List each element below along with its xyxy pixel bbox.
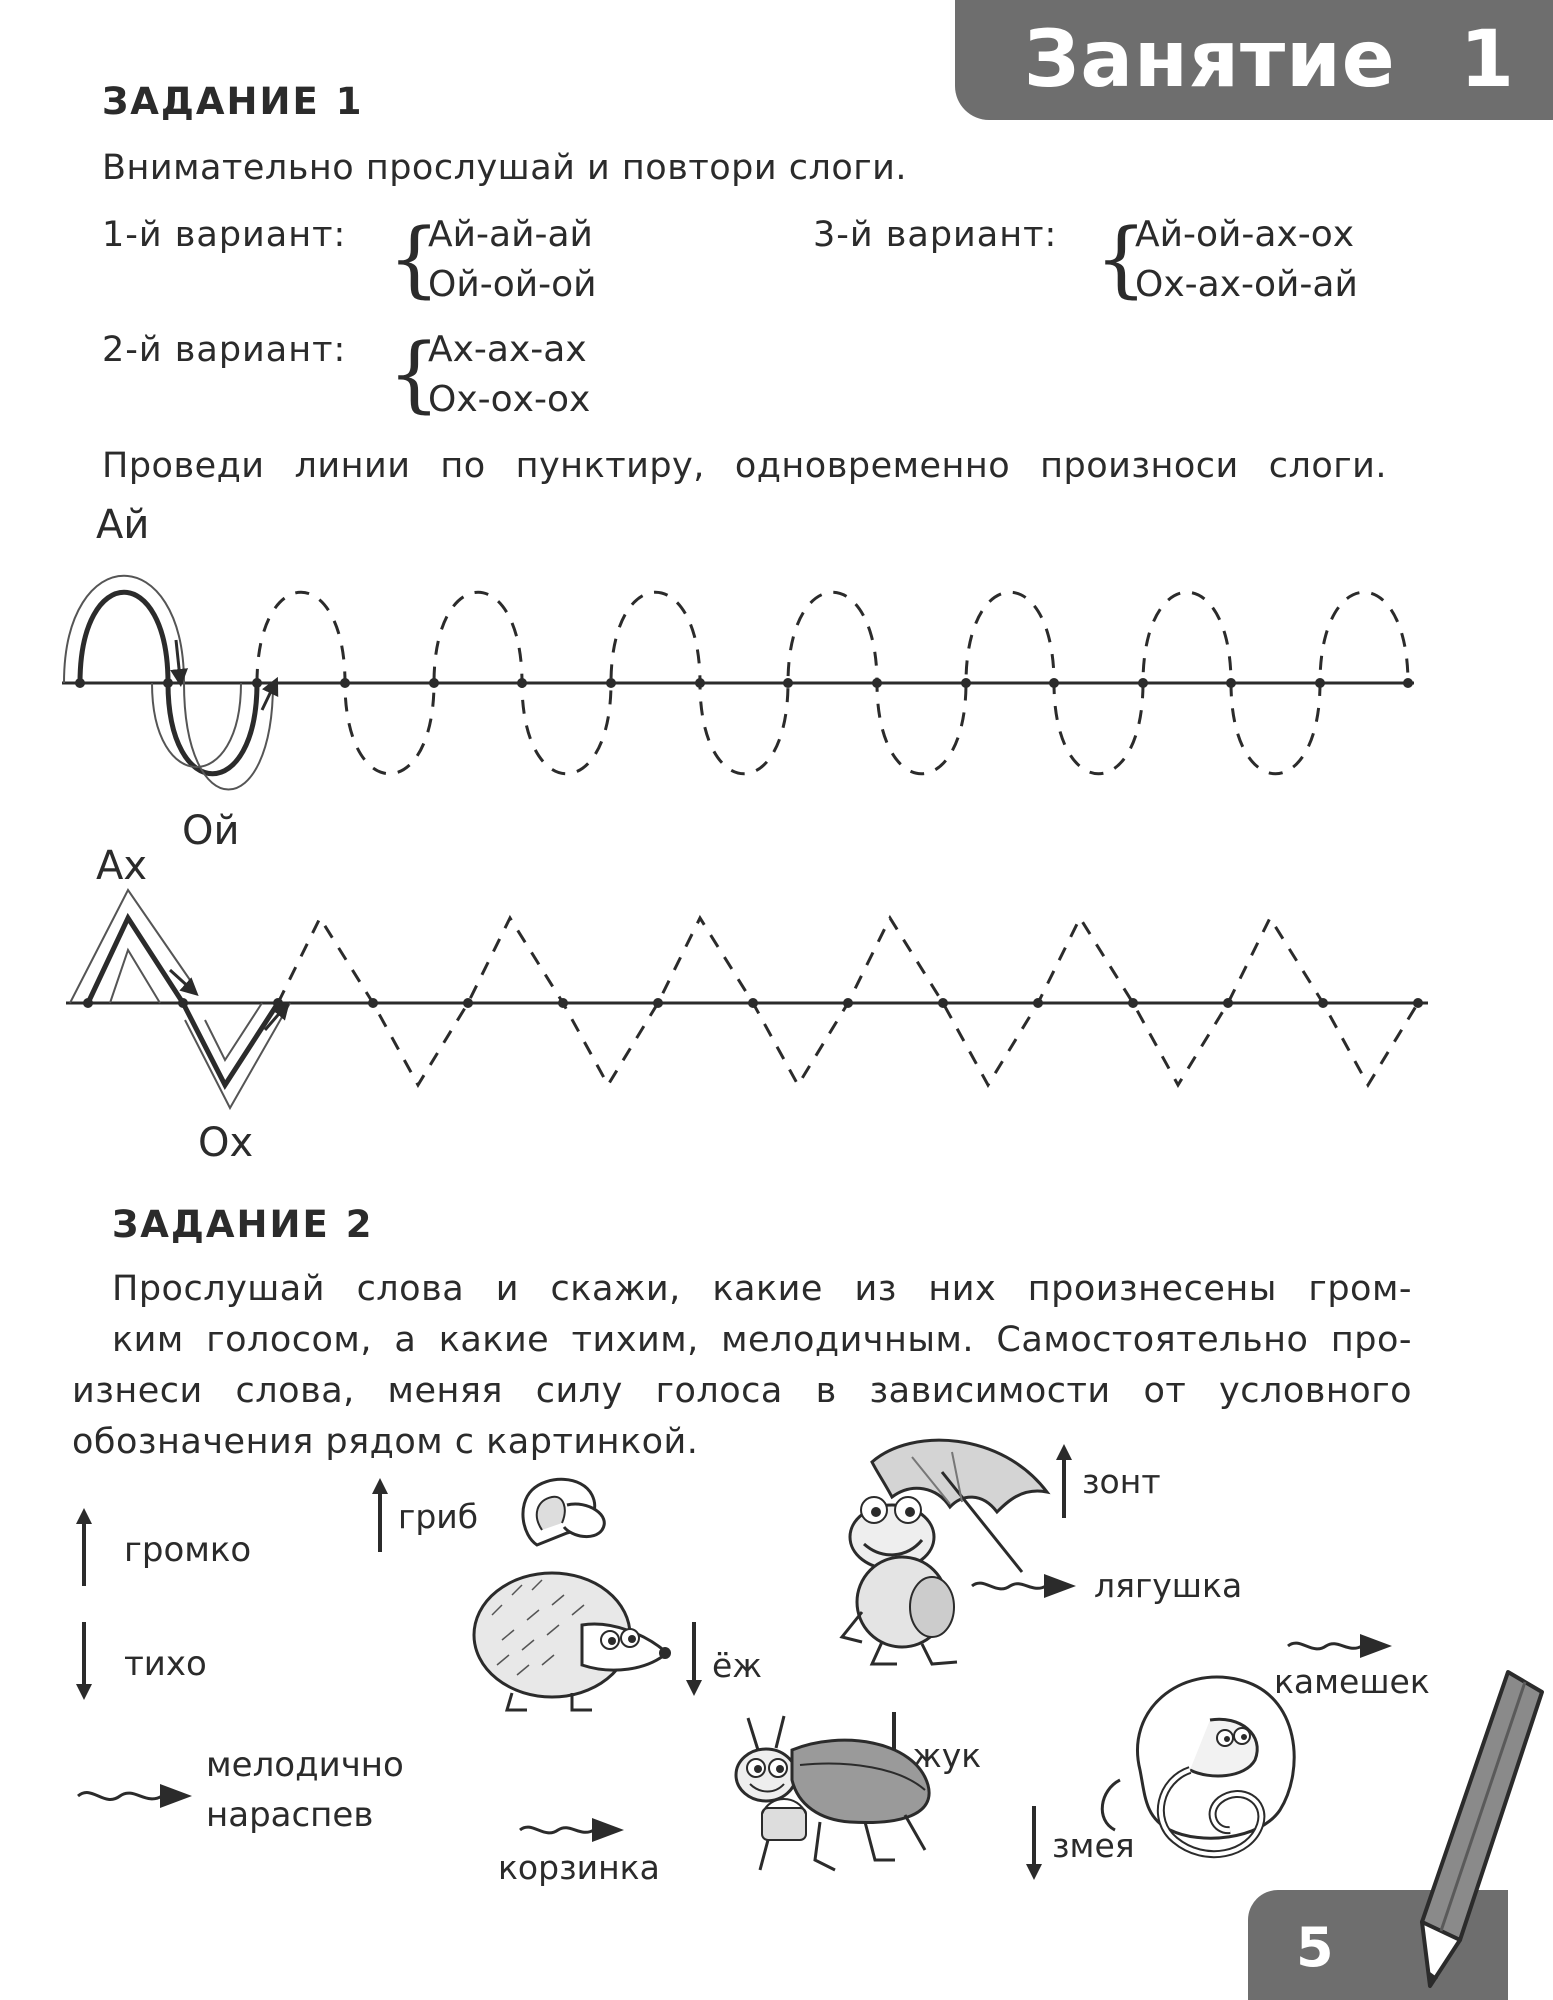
task2-text-line2: ким голосом, а какие тихим, мелодичным. Самостоятельно про- — [112, 1320, 1412, 1360]
variant3-label: 3-й вариант: — [813, 215, 1058, 255]
word-frog: лягушка — [1094, 1566, 1243, 1605]
variant1-syllables — [388, 210, 688, 310]
trace-instruction: Проведи линии по пунктиру, одновременно произноси слоги. — [102, 446, 1387, 486]
page-number: 5 — [1296, 1916, 1334, 1979]
frog-umbrella-illustration — [822, 1432, 1062, 1672]
brace-icon: { — [1095, 212, 1148, 307]
lesson-number: 1 — [1459, 15, 1515, 105]
wavy-arrow-icon — [518, 1812, 628, 1848]
wavy-arrow-icon — [76, 1776, 196, 1816]
legend-melodic-line2: нараспев — [206, 1795, 374, 1835]
word-mushroom: гриб — [398, 1497, 479, 1536]
arrow-up-icon — [370, 1478, 390, 1554]
wavy-arrow-icon — [1286, 1628, 1396, 1664]
wave-top-label: Ай — [96, 502, 150, 548]
legend-melodic-line1: мелодично — [206, 1745, 404, 1785]
arrow-up-icon — [74, 1508, 94, 1588]
word-umbrella: зонт — [1082, 1462, 1161, 1501]
variant2-syllables — [388, 325, 688, 425]
task2-title-number: 2 — [345, 1203, 374, 1246]
wave-guide-inner — [152, 683, 241, 767]
word-basket: корзинка — [498, 1848, 660, 1887]
word-beetle: жук — [912, 1736, 982, 1775]
beetle-basket-illustration — [700, 1710, 940, 1880]
task1-instruction: Внимательно прослушай и повтори слоги. — [102, 148, 907, 188]
arrow-down-icon — [684, 1622, 704, 1698]
brace-icon: { — [388, 212, 441, 307]
task1-title — [102, 80, 363, 123]
variant2-line2: Ох-ох-ох — [428, 379, 591, 420]
wavy-arrow-icon — [970, 1568, 1080, 1604]
arrow-down-icon — [74, 1622, 94, 1702]
task1-title-number: 1 — [335, 80, 364, 123]
task2-title — [112, 1203, 373, 1246]
variant1-line2: Ой-ой-ой — [428, 264, 597, 305]
variant2-label: 2-й вариант: — [102, 330, 347, 370]
zigzag-top-label: Ах — [96, 843, 148, 889]
task2-text-line4: обозначения рядом с картинкой. — [72, 1422, 699, 1462]
arrow-down-icon — [1024, 1806, 1044, 1882]
variant1-label: 1-й вариант: — [102, 215, 347, 255]
variant3-line1: Ай-ой-ах-ох — [1135, 214, 1355, 255]
wave-tracing-exercise[interactable] — [0, 540, 1553, 840]
task2-text-line3: изнеси слова, меняя силу голоса в зависимости от условного — [72, 1371, 1412, 1411]
arrow-up-icon — [1054, 1444, 1074, 1520]
lesson-word: Занятие — [1023, 15, 1396, 105]
hedgehog-mushroom-illustration — [472, 1475, 682, 1715]
lesson-header — [955, 0, 1553, 120]
brace-icon: { — [388, 327, 441, 422]
word-pebble: камешек — [1274, 1662, 1430, 1701]
word-hedgehog: ёж — [712, 1646, 763, 1685]
word-snake: змея — [1052, 1826, 1135, 1865]
legend-melodic-label — [206, 1740, 404, 1840]
variant1-line1: Ай-ай-ай — [428, 214, 593, 255]
legend-loud-label: громко — [124, 1530, 252, 1570]
task2-text — [72, 1264, 1412, 1468]
zigzag-bottom-label: Ох — [198, 1120, 254, 1166]
pencil-icon — [1400, 1660, 1550, 1990]
variant3-line2: Ох-ах-ой-ай — [1135, 264, 1358, 305]
task2-title-word: ЗАДАНИЕ — [112, 1203, 330, 1246]
variant3-syllables — [1095, 210, 1495, 310]
task2-text-line1: Прослушай слова и скажи, какие из них произнесены гром- — [112, 1269, 1412, 1309]
task1-title-word: ЗАДАНИЕ — [102, 80, 320, 123]
zigzag-tracing-exercise[interactable] — [0, 880, 1553, 1140]
wave-bottom-label: Ой — [182, 808, 240, 854]
variant2-line1: Ах-ах-ах — [428, 329, 587, 370]
wave-arrow-1 — [176, 640, 180, 678]
legend-quiet-label: тихо — [124, 1644, 207, 1684]
